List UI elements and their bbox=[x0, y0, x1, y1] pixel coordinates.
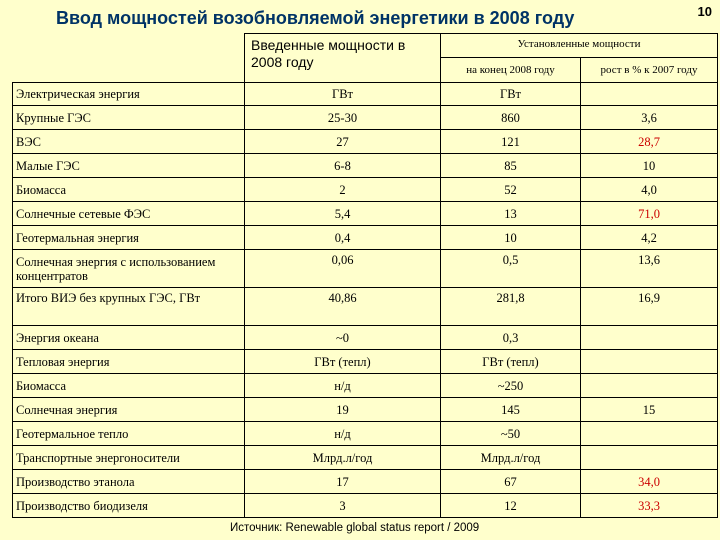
installed-cell: 860 bbox=[441, 106, 581, 130]
installed-cell: ГВт bbox=[441, 83, 581, 106]
header-growth: рост в % к 2007 году bbox=[581, 58, 718, 83]
installed-cell: ~250 bbox=[441, 374, 581, 398]
installed-cell: 0,3 bbox=[441, 326, 581, 350]
table-row bbox=[13, 422, 718, 446]
growth-cell: 4,0 bbox=[581, 178, 718, 202]
row-label: Тепловая энергия bbox=[13, 350, 245, 374]
growth-cell: 28,7 bbox=[581, 130, 718, 154]
table-row bbox=[13, 106, 718, 130]
row-label: Крупные ГЭС bbox=[13, 106, 245, 130]
installed-cell: 0,5 bbox=[441, 250, 581, 288]
growth-cell: 16,9 bbox=[581, 288, 718, 326]
growth-cell bbox=[581, 374, 718, 398]
installed-cell: ГВт (тепл) bbox=[441, 350, 581, 374]
installed-cell: 52 bbox=[441, 178, 581, 202]
row-label: Производство этанола bbox=[13, 470, 245, 494]
introduced-cell: ГВт (тепл) bbox=[245, 350, 441, 374]
introduced-cell: 40,86 bbox=[245, 288, 441, 326]
growth-cell: 13,6 bbox=[581, 250, 718, 288]
introduced-cell: 0,06 bbox=[245, 250, 441, 288]
installed-cell: 67 bbox=[441, 470, 581, 494]
growth-cell: 10 bbox=[581, 154, 718, 178]
table-row bbox=[13, 350, 718, 374]
row-label: Геотермальное тепло bbox=[13, 422, 245, 446]
row-label: Геотермальная энергия bbox=[13, 226, 245, 250]
growth-cell: 34,0 bbox=[581, 470, 718, 494]
row-label: Производство биодизеля bbox=[13, 494, 245, 518]
table-row bbox=[13, 374, 718, 398]
installed-cell: 281,8 bbox=[441, 288, 581, 326]
growth-cell: 15 bbox=[581, 398, 718, 422]
introduced-cell: 25-30 bbox=[245, 106, 441, 130]
installed-cell: 12 bbox=[441, 494, 581, 518]
growth-cell: 71,0 bbox=[581, 202, 718, 226]
installed-cell: 13 bbox=[441, 202, 581, 226]
introduced-cell: 17 bbox=[245, 470, 441, 494]
row-label: Солнечные сетевые ФЭС bbox=[13, 202, 245, 226]
table-row bbox=[13, 470, 718, 494]
page-title: Ввод мощностей возобновляемой энергетики в 2008 году bbox=[56, 8, 575, 28]
introduced-cell: 19 bbox=[245, 398, 441, 422]
introduced-cell: Млрд.л/год bbox=[245, 446, 441, 470]
table-row bbox=[13, 250, 718, 288]
table-row bbox=[13, 226, 718, 250]
row-label: Транспортные энергоносители bbox=[13, 446, 245, 470]
source-note: Источник: Renewable global status report / 2009 bbox=[230, 522, 480, 534]
row-label: Биомасса bbox=[13, 374, 245, 398]
growth-cell: 3,6 bbox=[581, 106, 718, 130]
growth-cell bbox=[581, 350, 718, 374]
introduced-cell: 0,4 bbox=[245, 226, 441, 250]
introduced-cell: 6-8 bbox=[245, 154, 441, 178]
header-empty-cell bbox=[13, 34, 245, 83]
installed-cell: Млрд.л/год bbox=[441, 446, 581, 470]
table-row bbox=[13, 178, 718, 202]
row-label: Солнечная энергия bbox=[13, 398, 245, 422]
table-row bbox=[13, 494, 718, 518]
growth-cell bbox=[581, 446, 718, 470]
installed-cell: ~50 bbox=[441, 422, 581, 446]
table-row bbox=[13, 154, 718, 178]
introduced-cell: 3 bbox=[245, 494, 441, 518]
table-row bbox=[13, 83, 718, 106]
table-row bbox=[13, 202, 718, 226]
table-header-row bbox=[13, 34, 718, 58]
growth-cell bbox=[581, 422, 718, 446]
introduced-cell: н/д bbox=[245, 422, 441, 446]
installed-cell: 85 bbox=[441, 154, 581, 178]
row-label: Солнечная энергия с использованием концентратов bbox=[13, 250, 245, 288]
row-label: Малые ГЭС bbox=[13, 154, 245, 178]
table-row bbox=[13, 130, 718, 154]
row-label: ВЭС bbox=[13, 130, 245, 154]
installed-cell: 10 bbox=[441, 226, 581, 250]
header-end-2008: на конец 2008 году bbox=[441, 58, 581, 83]
growth-cell bbox=[581, 326, 718, 350]
introduced-cell: ГВт bbox=[245, 83, 441, 106]
table-row-total bbox=[13, 288, 718, 326]
row-label: Электрическая энергия bbox=[13, 83, 245, 106]
table-row bbox=[13, 398, 718, 422]
header-introduced: Введенные мощности в 2008 году bbox=[245, 34, 441, 83]
introduced-cell: н/д bbox=[245, 374, 441, 398]
row-label: Биомасса bbox=[13, 178, 245, 202]
row-label: Итого ВИЭ без крупных ГЭС, ГВт bbox=[13, 288, 245, 326]
growth-cell: 33,3 bbox=[581, 494, 718, 518]
page-number: 10 bbox=[697, 4, 712, 19]
introduced-cell: ~0 bbox=[245, 326, 441, 350]
introduced-cell: 5,4 bbox=[245, 202, 441, 226]
growth-cell: 4,2 bbox=[581, 226, 718, 250]
installed-cell: 121 bbox=[441, 130, 581, 154]
header-installed: Установленные мощности bbox=[441, 34, 718, 58]
capacity-table bbox=[12, 33, 718, 518]
table-row bbox=[13, 326, 718, 350]
installed-cell: 145 bbox=[441, 398, 581, 422]
row-label: Энергия океана bbox=[13, 326, 245, 350]
table-row bbox=[13, 446, 718, 470]
growth-cell bbox=[581, 83, 718, 106]
introduced-cell: 27 bbox=[245, 130, 441, 154]
introduced-cell: 2 bbox=[245, 178, 441, 202]
